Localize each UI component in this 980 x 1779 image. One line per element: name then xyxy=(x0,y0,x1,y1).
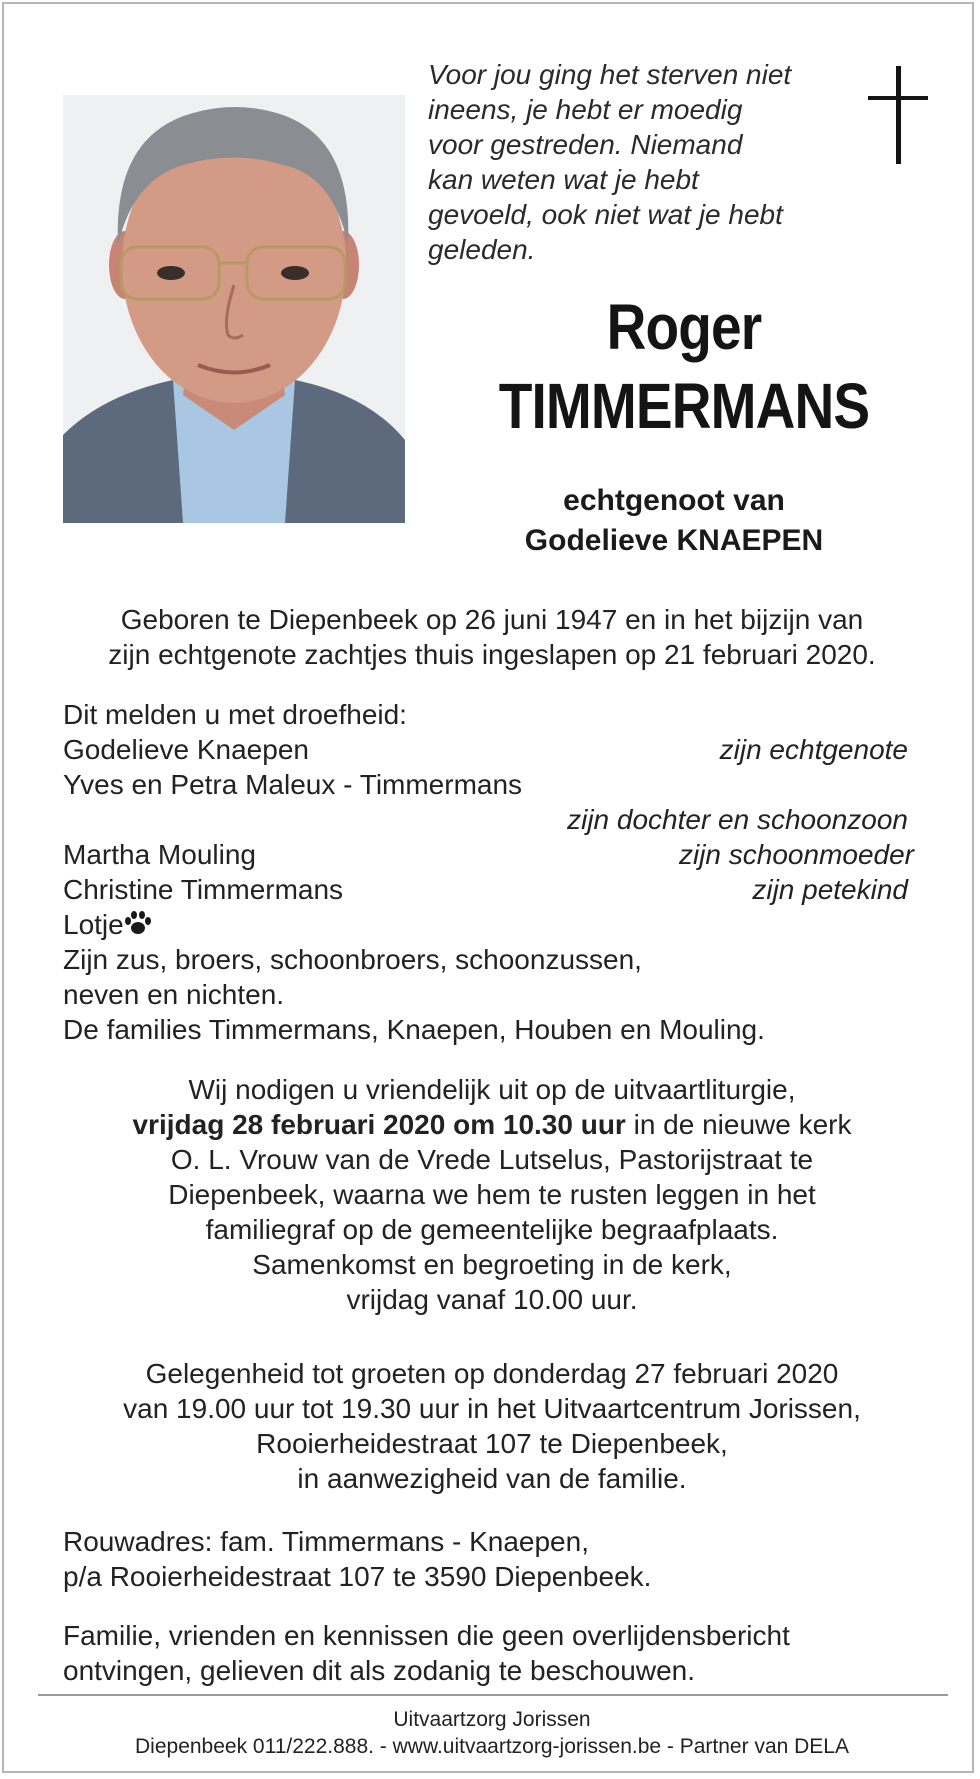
spouse-relation: echtgenoot van xyxy=(563,484,785,517)
mourner-name: Yves en Petra Maleux - Timmermans xyxy=(63,769,523,800)
obituary-card xyxy=(2,2,974,1773)
mourning-address-line: p/a Rooierheidestraat 107 te 3590 Diepenbeek. xyxy=(63,1561,652,1592)
mourner-name: Christine Timmermans xyxy=(63,874,344,905)
mourner-relation: zijn schoonmoeder xyxy=(678,839,914,870)
portrait-illustration xyxy=(63,95,405,523)
mourning-address-line: Rouwadres: fam. Timmermans - Knaepen, xyxy=(63,1526,589,1557)
birth-line: Geboren te Diepenbeek op 26 juni 1947 en in het bijzijn van xyxy=(120,604,864,635)
birth-line: zijn echtgenote zachtjes thuis ingeslapen op 21 februari 2020. xyxy=(108,639,876,670)
mourner-relation: zijn petekind xyxy=(752,874,908,905)
poem-line: ineens, je hebt er moedig xyxy=(428,94,743,125)
announce-intro: Dit melden u met droefheid: xyxy=(63,699,407,730)
deceased-first-name: Roger xyxy=(606,291,762,363)
funeral-line: O. L. Vrouw van de Vrede Lutselus, Pastorijstraat te xyxy=(170,1144,814,1175)
mourner-relation: zijn dochter en schoonzoon xyxy=(567,804,908,835)
funeral-line: Samenkomst en begroeting in de kerk, xyxy=(252,1249,732,1280)
mourner-pet xyxy=(63,907,152,942)
latin-cross-icon xyxy=(868,66,928,164)
funeral-line: Diepenbeek, waarna we hem te rusten leggen in het xyxy=(168,1179,816,1210)
funeral-line: familiegraf op de gemeentelijke begraafplaats. xyxy=(205,1214,779,1245)
relatives-line: De families Timmermans, Knaepen, Houben en Mouling. xyxy=(63,1014,765,1045)
funeral-home-name: Uitvaartzorg Jorissen xyxy=(393,1708,591,1731)
paw-print-icon xyxy=(124,910,152,936)
visitation-line: Gelegenheid tot groeten op donderdag 27 februari 2020 xyxy=(145,1358,839,1389)
deceased-last-name: TIMMERMANS xyxy=(498,370,870,442)
mourner-name: Lotje xyxy=(63,909,124,940)
funeral-date-time: vrijdag 28 februari 2020 om 10.30 uur xyxy=(132,1109,626,1140)
notice-line: Familie, vrienden en kennissen die geen overlijdensbericht xyxy=(63,1620,790,1651)
funeral-location-start: in de nieuwe kerk xyxy=(625,1109,852,1140)
spouse-name: Godelieve KNAEPEN xyxy=(524,524,824,557)
mourner-name: Martha Mouling xyxy=(63,839,256,870)
visitation-line: in aanwezigheid van de familie. xyxy=(297,1463,687,1494)
mourner-relation: zijn echtgenote xyxy=(719,734,908,765)
poem-line: Voor jou ging het sterven niet xyxy=(428,59,792,90)
notice-line: ontvingen, gelieven dit als zodanig te beschouwen. xyxy=(63,1655,695,1686)
funeral-line: vrijdag vanaf 10.00 uur. xyxy=(346,1284,638,1315)
funeral-home-contact: Diepenbeek 011/222.888. - www.uitvaartzorg-jorissen.be - Partner van DELA xyxy=(135,1735,849,1758)
relatives-line: neven en nichten. xyxy=(63,979,285,1010)
poem-line: gevoeld, ook niet wat je hebt xyxy=(428,199,783,230)
visitation-line: van 19.00 uur tot 19.30 uur in het Uitvaartcentrum Jorissen, xyxy=(123,1393,861,1424)
memorial-poem xyxy=(428,57,848,267)
poem-line: geleden. xyxy=(428,234,536,265)
poem-line: kan weten wat je hebt xyxy=(428,164,699,195)
funeral-date-line xyxy=(4,1107,980,1142)
portrait-photo xyxy=(63,95,405,523)
funeral-line: Wij nodigen u vriendelijk uit op de uitvaartliturgie, xyxy=(188,1074,796,1105)
footer-divider xyxy=(38,1694,948,1696)
visitation-line: Rooierheidestraat 107 te Diepenbeek, xyxy=(256,1428,728,1459)
relatives-line: Zijn zus, broers, schoonbroers, schoonzussen, xyxy=(63,944,642,975)
poem-line: voor gestreden. Niemand xyxy=(428,129,743,160)
mourner-name: Godelieve Knaepen xyxy=(63,734,309,765)
